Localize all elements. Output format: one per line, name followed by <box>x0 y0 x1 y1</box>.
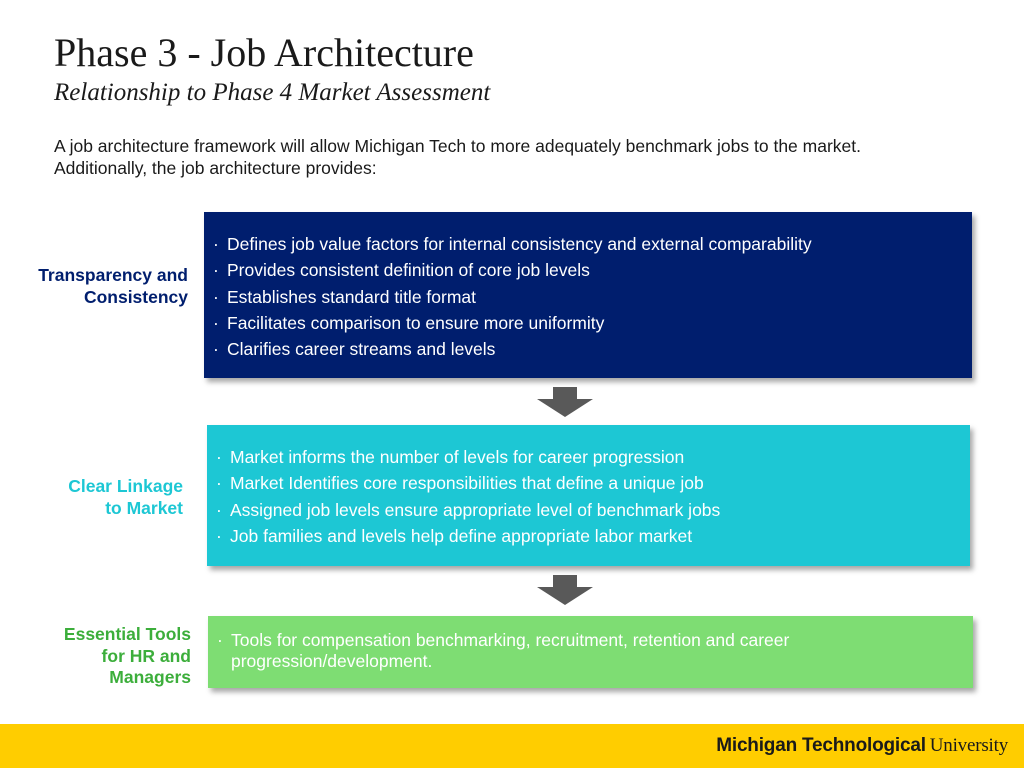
transparency-box <box>204 212 972 378</box>
bullet-dot: · <box>213 286 219 307</box>
market-linkage-box <box>207 425 970 566</box>
bullet-text: Defines job value factors for internal consistency and external comparability <box>227 234 812 254</box>
list-item <box>213 231 972 257</box>
list-item <box>216 497 970 523</box>
bullet-text: Market Identifies core responsibilities that define a unique job <box>230 473 704 494</box>
section-label-market-linkage <box>68 476 183 519</box>
down-arrow-icon <box>537 575 593 605</box>
bullet-text: Clarifies career streams and levels <box>227 339 496 360</box>
bullet-list <box>204 231 972 362</box>
bullet-text: Market informs the number of levels for career progression <box>230 447 685 467</box>
logo-wordmark-light: University <box>929 735 1008 756</box>
bullet-text: Provides consistent definition of core job levels <box>227 260 590 281</box>
bullet-text: Assigned job levels ensure appropriate level of benchmark jobs <box>230 499 721 520</box>
page-subtitle: Relationship to Phase 4 Market Assessment <box>54 79 491 106</box>
section-label-line: to Market <box>105 497 183 518</box>
bullet-dot: · <box>213 312 219 333</box>
list-item <box>213 336 972 362</box>
bullet-list <box>208 630 973 672</box>
bullet-dot: · <box>213 260 219 281</box>
intro-line-2: Additionally, the job architecture provides: <box>54 158 377 178</box>
list-item <box>216 523 970 549</box>
list-item <box>213 284 972 310</box>
bullet-text: Tools for compensation benchmarking, recruitment, retention and career progression/development. <box>231 630 790 671</box>
university-logo <box>716 735 1008 757</box>
down-arrow-icon <box>537 387 593 417</box>
section-label-transparency <box>38 265 188 308</box>
page-title: Phase 3 - Job Architecture <box>54 30 474 75</box>
list-item <box>216 444 970 470</box>
list-item <box>217 630 871 672</box>
bullet-dot: · <box>213 234 219 254</box>
bullet-dot: · <box>216 499 222 520</box>
section-label-line: Managers <box>109 667 191 687</box>
logo-wordmark-bold: Michigan Technological <box>716 735 926 756</box>
section-label-line: for HR and <box>101 645 191 666</box>
section-label-line: Clear Linkage <box>68 476 183 496</box>
bullet-dot: · <box>217 630 223 650</box>
footer-bar <box>0 724 1024 768</box>
essential-tools-box <box>208 616 973 688</box>
bullet-dot: · <box>216 447 222 467</box>
bullet-dot: · <box>216 473 222 494</box>
bullet-dot: · <box>213 339 219 360</box>
section-label-line: Consistency <box>83 286 188 307</box>
intro-line-1: A job architecture framework will allow Michigan Tech to more adequately benchmark jobs to the market. <box>54 136 861 156</box>
section-label-essential-tools <box>64 624 191 689</box>
bullet-list <box>207 444 970 549</box>
intro-text <box>54 135 1004 179</box>
section-label-line: Essential Tools <box>63 624 191 644</box>
list-item <box>216 470 970 496</box>
bullet-text: Job families and levels help define appropriate labor market <box>230 525 693 546</box>
list-item <box>213 310 972 336</box>
bullet-text: Establishes standard title format <box>227 286 477 307</box>
section-label-line: Transparency and <box>38 265 188 285</box>
bullet-text: Facilitates comparison to ensure more uniformity <box>227 312 605 333</box>
list-item <box>213 257 972 283</box>
bullet-dot: · <box>216 525 222 546</box>
